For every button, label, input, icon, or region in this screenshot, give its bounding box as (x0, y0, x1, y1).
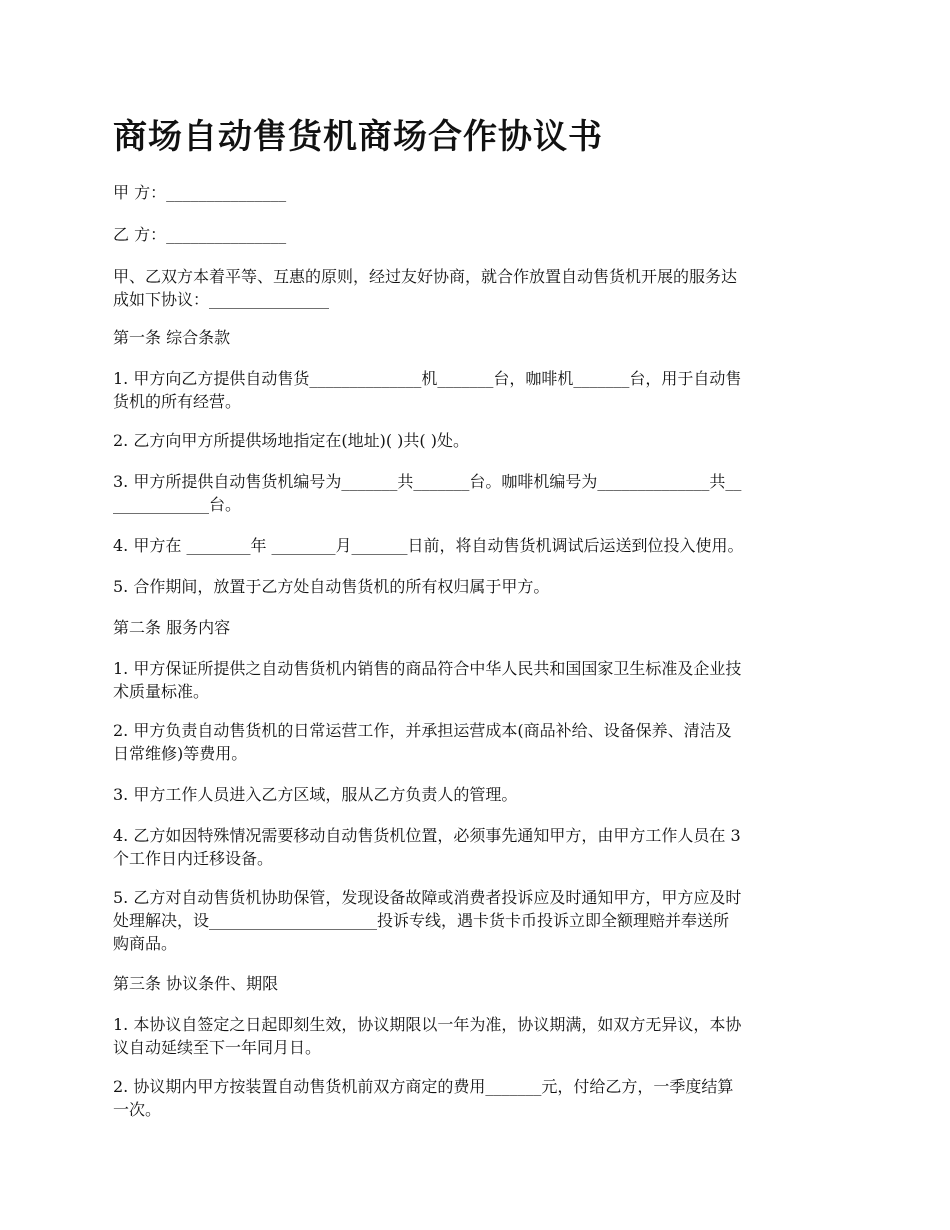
clause-line: 处理解决，设_____________________投诉专线，遇卡货卡币投诉立即全额理赔并奉送所 (113, 911, 730, 930)
clause-line: 3. 甲方工作人员进入乙方区域，服从乙方负责人的管理。 (113, 785, 518, 804)
intro-line: 甲、乙双方本着平等、互惠的原则，经过友好协商，就合作放置自动售货机开展的服务达 (113, 267, 738, 286)
clause-line: 4. 乙方如因特殊情况需要移动自动售货机位置，必须事先通知甲方，由甲方工作人员在 3 (113, 826, 741, 845)
section-heading: 第一条 综合条款 (113, 328, 231, 347)
clause-line: 货机的所有经营。 (113, 392, 242, 411)
clause-line: 4. 甲方在 ________年 ________月_______日前，将自动售货机调试后运送到位投入使用。 (113, 536, 744, 555)
clause-line: 2. 乙方向甲方所提供场地指定在(地址)( )共( )处。 (113, 431, 469, 450)
clause-line: 3. 甲方所提供自动售货机编号为_______共_______台。咖啡机编号为______________共__ (113, 472, 742, 491)
clause-line: 术质量标准。 (113, 682, 210, 701)
clause-line: 2. 甲方负责自动售货机的日常运营工作，并承担运营成本(商品补给、设备保养、清洁及 (113, 721, 732, 740)
clause-line: 一次。 (113, 1100, 162, 1119)
intro-line: 成如下协议：_______________ (113, 290, 330, 309)
party-b-line: 乙 方：_______________ (113, 225, 287, 244)
section-heading: 第三条 协议条件、期限 (113, 974, 279, 993)
clause-line: 1. 甲方向乙方提供自动售货______________机_______台，咖啡机_______台，用于自动售 (113, 369, 742, 388)
clause-line: ____________台。 (113, 495, 242, 514)
clause-line: 1. 本协议自签定之日起即刻生效，协议期限以一年为准，协议期满，如双方无异议，本协 (113, 1015, 742, 1034)
clause-line: 2. 协议期内甲方按装置自动售货机前双方商定的费用_______元，付给乙方，一季度结算 (113, 1077, 734, 1096)
clause-line: 5. 乙方对自动售货机协助保管，发现设备故障或消费者投诉应及时通知甲方，甲方应及时 (113, 888, 742, 907)
clause-line: 日常维修)等费用。 (113, 744, 248, 763)
party-a-line: 甲 方：_______________ (113, 183, 287, 202)
clause-line: 5. 合作期间，放置于乙方处自动售货机的所有权归属于甲方。 (113, 577, 550, 596)
clause-line: 购商品。 (113, 934, 178, 953)
document-title: 商场自动售货机商场合作协议书 (113, 117, 603, 157)
clause-line: 个工作日内迁移设备。 (113, 849, 274, 868)
section-heading: 第二条 服务内容 (113, 618, 231, 637)
clause-line: 议自动延续至下一年同月日。 (113, 1038, 322, 1057)
clause-line: 1. 甲方保证所提供之自动售货机内销售的商品符合中华人民共和国国家卫生标准及企业技 (113, 659, 742, 678)
